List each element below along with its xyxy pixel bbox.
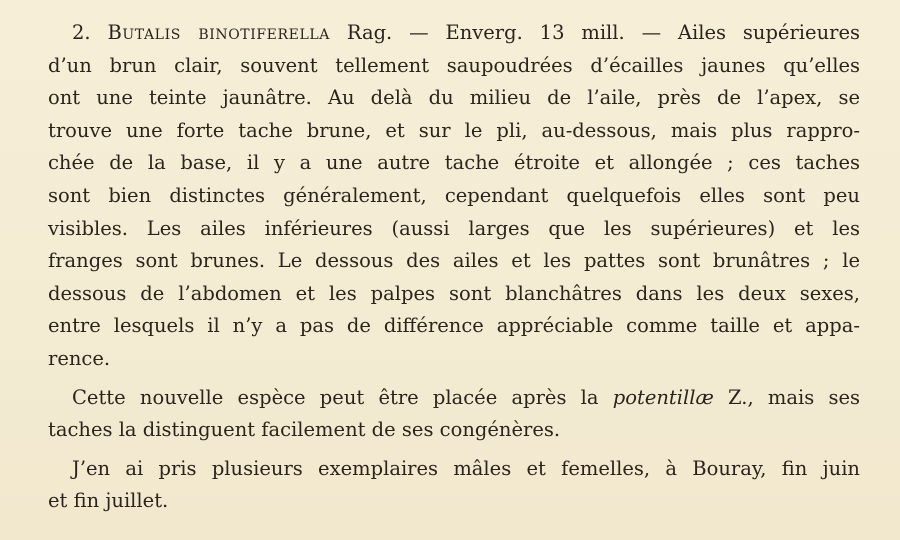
text-run: Cette nouvelle espèce peut être placée après la — [72, 385, 613, 409]
text-line — [48, 278, 860, 311]
text-run: Z., mais ses — [713, 385, 860, 409]
text-run: franges sont brunes. Le dessous des ailes et les pattes sont brunâtres ; le — [48, 249, 860, 273]
text-run: 2. — [72, 21, 108, 44]
text-run: rence. — [48, 346, 111, 370]
text-body — [48, 17, 860, 518]
text-run: taches la distinguent facilement de ses congénères. — [48, 418, 561, 442]
text-line — [48, 180, 860, 213]
species-reference: potentillæ — [612, 385, 714, 409]
text-line — [48, 115, 860, 148]
text-run: sont bien distinctes généralement, cependant quelquefois elles sont peu — [48, 183, 860, 207]
text-line — [48, 213, 860, 246]
text-line — [48, 17, 860, 50]
text-run: dessous de l’abdomen et les palpes sont blanchâtres dans les deux sexes, — [48, 281, 860, 305]
text-run: entre lesquels il n’y a pas de différence appréciable comme taille et appa- — [48, 314, 860, 338]
text-run: ont une teinte jaunâtre. Au delà du milieu de l’aile, près de l’apex, se — [48, 86, 860, 110]
text-run: et fin juillet. — [48, 489, 169, 513]
species-name: Butalis binotiferella — [107, 21, 330, 44]
text-run: visibles. Les ailes inférieures (aussi larges que les supérieures) et les — [48, 216, 860, 240]
paragraph-1 — [48, 17, 860, 376]
text-line — [48, 310, 860, 343]
text-run: d’un brun clair, souvent tellement saupoudrées d’écailles jaunes qu’elles — [48, 53, 860, 77]
text-line — [48, 147, 860, 180]
text-line — [48, 50, 860, 83]
text-line — [48, 82, 860, 115]
text-run: trouve une forte tache brune, et sur le pli, au-dessous, mais plus rappro- — [48, 118, 860, 142]
text-line — [48, 453, 860, 486]
text-run: J’en ai pris plusieurs exemplaires mâles et femelles, à Bouray, fin juin — [72, 456, 860, 480]
text-run: chée de la base, il y a une autre tache étroite et allongée ; ces taches — [48, 151, 860, 175]
paragraph-3 — [48, 453, 860, 518]
text-line — [48, 245, 860, 278]
text-line — [48, 485, 860, 518]
paragraph-2 — [48, 382, 860, 447]
text-line — [48, 414, 860, 447]
text-line — [48, 343, 860, 376]
text-line — [48, 382, 860, 415]
text-run: Rag. — Enverg. 13 mill. — Ailes supérieures — [329, 21, 860, 44]
